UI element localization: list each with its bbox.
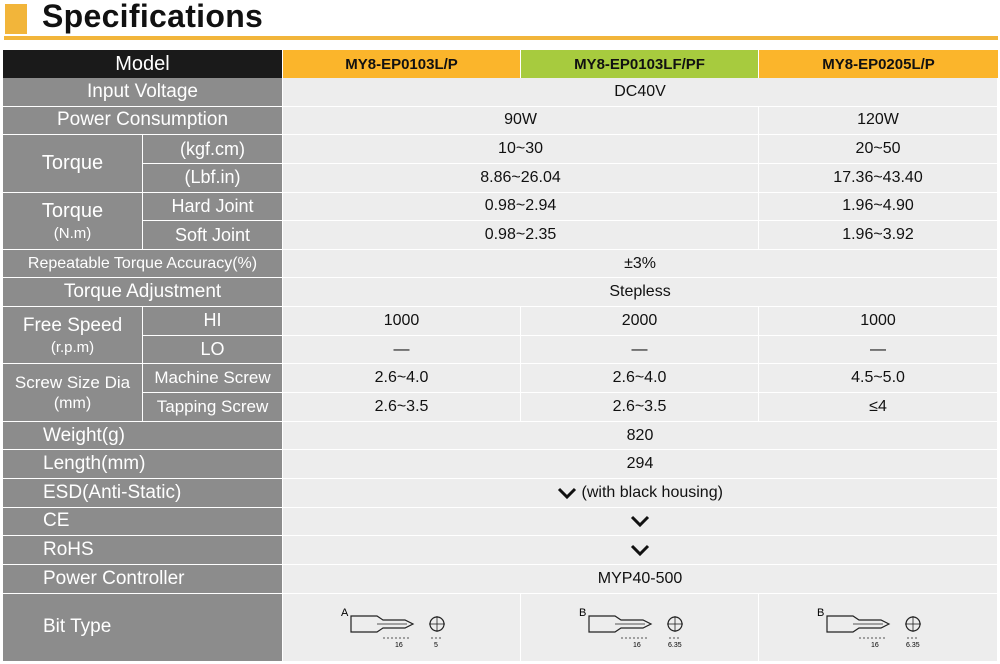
bit-dim-hex: 6.35: [906, 642, 920, 650]
free-speed-label: [3, 307, 143, 364]
table-row: [3, 107, 998, 136]
table-row: [3, 135, 998, 164]
screwdriver-bit-icon: [575, 604, 705, 650]
torque-nm-unit: (N.m): [53, 224, 92, 242]
speed-hi-value-1: 1000: [283, 307, 521, 336]
model-2-header: MY8-EP0103LF/PF: [521, 50, 759, 78]
table-row: [3, 250, 998, 279]
tapping-screw-value-3: ≤4: [759, 393, 998, 422]
ce-label: CE: [3, 508, 283, 537]
header-underline: [4, 36, 998, 40]
torque-accuracy-label: Repeatable Torque Accuracy(%): [3, 250, 283, 279]
table-row: [3, 422, 998, 451]
screw-size-label: [3, 364, 143, 421]
screw-size-title: Screw Size Dia: [14, 372, 131, 392]
free-speed-unit: (r.p.m): [50, 338, 95, 356]
machine-screw-value-2: 2.6~4.0: [521, 364, 759, 393]
table-row: [3, 336, 998, 365]
header-accent-square: [5, 4, 27, 34]
torque-kgf-value-2: 20~50: [759, 135, 998, 164]
esd-label: ESD(Anti-Static): [3, 479, 283, 508]
speed-lo-value-1: —: [283, 336, 521, 365]
checkmark-v-icon: [630, 543, 650, 557]
table-row: [3, 164, 998, 193]
table-row: [3, 364, 998, 393]
table-row: [3, 193, 998, 222]
length-value: 294: [283, 450, 998, 479]
bit-letter: B: [817, 607, 825, 620]
weight-value: 820: [283, 422, 998, 451]
table-row: [3, 508, 998, 537]
table-header-row: [3, 50, 998, 78]
table-row: [3, 307, 998, 336]
rohs-label: RoHS: [3, 536, 283, 565]
speed-lo-label: LO: [143, 336, 283, 365]
torque-lbf-value-2: 17.36~43.40: [759, 164, 998, 193]
torque-label: Torque: [3, 135, 143, 192]
checkmark-v-icon: [630, 514, 650, 528]
table-row: [3, 278, 998, 307]
length-label: Length(mm): [3, 450, 283, 479]
screwdriver-bit-icon: [813, 604, 943, 650]
hard-joint-label: Hard Joint: [143, 193, 283, 222]
power-controller-value: MYP40-500: [283, 565, 998, 594]
bit-dim-hex: 5: [433, 642, 438, 650]
bit-dim-length: 16: [871, 642, 879, 650]
torque-nm-title: Torque: [41, 199, 104, 222]
machine-screw-value-1: 2.6~4.0: [283, 364, 521, 393]
weight-label: Weight(g): [3, 422, 283, 451]
speed-hi-label: HI: [143, 307, 283, 336]
bit-type-cell-3: [759, 594, 998, 662]
page-title: Specifications: [42, 0, 264, 34]
power-consumption-label: Power Consumption: [3, 107, 283, 136]
table-row: [3, 565, 998, 594]
torque-kgf-value-1: 10~30: [283, 135, 759, 164]
soft-joint-label: Soft Joint: [143, 221, 283, 250]
screwdriver-bit-icon: [337, 604, 467, 650]
tapping-screw-value-2: 2.6~3.5: [521, 393, 759, 422]
input-voltage-label: Input Voltage: [3, 78, 283, 107]
soft-joint-value-2: 1.96~3.92: [759, 221, 998, 250]
bit-dim-length: 16: [394, 642, 403, 650]
table-row: [3, 78, 998, 107]
torque-lbf-label: (Lbf.in): [143, 164, 283, 193]
bit-dim-length: 16: [632, 642, 641, 650]
free-speed-title: Free Speed: [22, 314, 123, 336]
torque-kgf-label: (kgf.cm): [143, 135, 283, 164]
machine-screw-label: Machine Screw: [143, 364, 283, 393]
esd-value: [283, 479, 998, 508]
hard-joint-value-2: 1.96~4.90: [759, 193, 998, 222]
torque-adjustment-value: Stepless: [283, 278, 998, 307]
hard-joint-value-1: 0.98~2.94: [283, 193, 759, 222]
power-controller-label: Power Controller: [3, 565, 283, 594]
tapping-screw-value-1: 2.6~3.5: [283, 393, 521, 422]
table-row: [3, 221, 998, 250]
bit-dim-hex: 6.35: [667, 642, 682, 650]
torque-nm-label: [3, 193, 143, 250]
bit-letter: B: [578, 607, 586, 620]
bit-type-label: Bit Type: [3, 594, 283, 662]
torque-accuracy-value: ±3%: [283, 250, 998, 279]
checkmark-v-icon: [557, 486, 577, 500]
ce-value: [283, 508, 998, 537]
bit-type-cell-1: [283, 594, 521, 662]
table-row: [3, 536, 998, 565]
esd-note: (with black housing): [581, 483, 723, 501]
soft-joint-value-1: 0.98~2.35: [283, 221, 759, 250]
bit-letter: A: [340, 607, 348, 620]
torque-lbf-value-1: 8.86~26.04: [283, 164, 759, 193]
speed-hi-value-2: 2000: [521, 307, 759, 336]
power-consumption-value-1: 90W: [283, 107, 759, 136]
tapping-screw-label: Tapping Screw: [143, 393, 283, 422]
model-header: Model: [3, 50, 283, 78]
screw-size-unit: (mm): [53, 394, 92, 412]
model-1-header: MY8-EP0103L/P: [283, 50, 521, 78]
power-consumption-value-2: 120W: [759, 107, 998, 136]
bit-type-cell-2: [521, 594, 759, 662]
input-voltage-value: DC40V: [283, 78, 998, 107]
speed-lo-value-2: —: [521, 336, 759, 365]
specifications-table: [3, 50, 998, 662]
machine-screw-value-3: 4.5~5.0: [759, 364, 998, 393]
table-row: [3, 393, 998, 422]
table-row: [3, 594, 998, 662]
torque-adjustment-label: Torque Adjustment: [3, 278, 283, 307]
speed-lo-value-3: —: [759, 336, 998, 365]
rohs-value: [283, 536, 998, 565]
table-row: [3, 479, 998, 508]
model-3-header: MY8-EP0205L/P: [759, 50, 998, 78]
speed-hi-value-3: 1000: [759, 307, 998, 336]
table-row: [3, 450, 998, 479]
